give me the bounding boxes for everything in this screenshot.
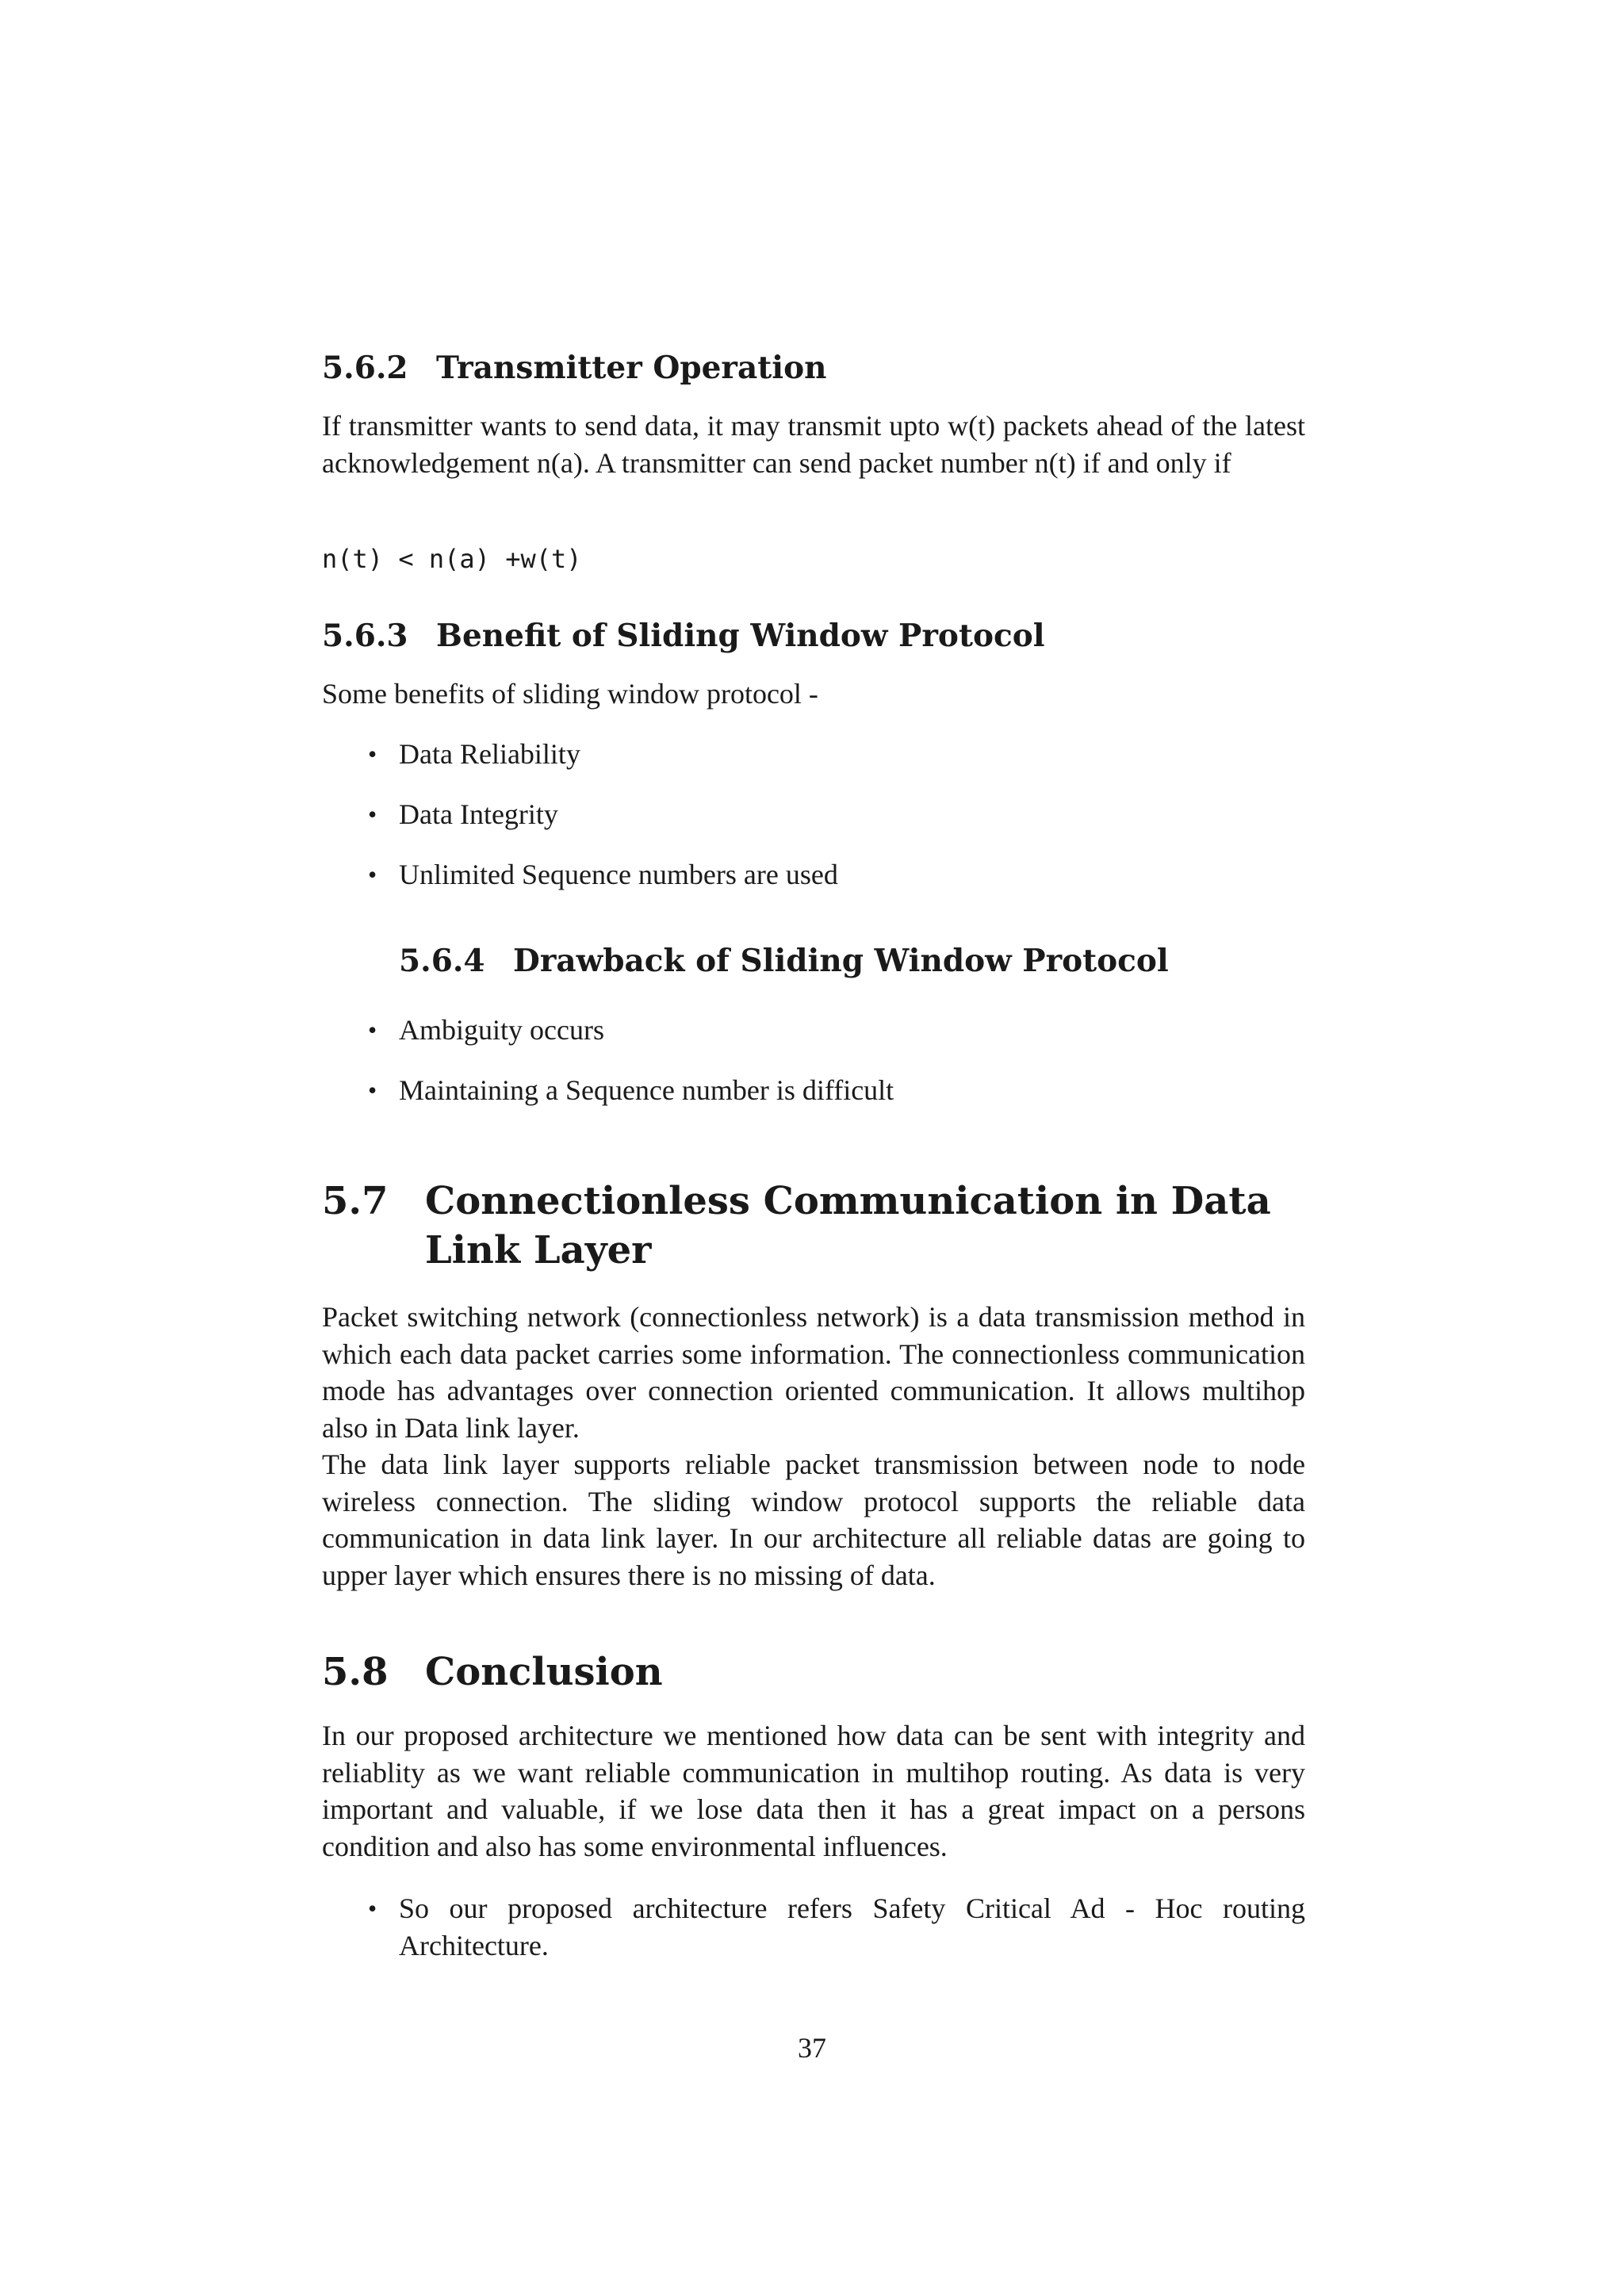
list-item-text: Data Reliability [399,738,580,770]
list-item [368,1072,1305,1109]
bullet-marker: • [368,1076,377,1104]
transmit-condition-formula: n(t) < n(a) +w(t) [322,544,582,574]
list-item [368,736,1305,773]
list-item [368,1012,1305,1049]
transmitter-paragraph: If transmitter wants to send data, it may transmit upto w(t) packets ahead of the latest acknowledgement n(a). A transmitter can send packet number n(t) if and only if [322,410,1305,479]
list-item-text: So our proposed architecture refers Safety Critical Ad - Hoc routing Architecture. [399,1892,1305,1961]
section-number: 5.8 [322,1650,389,1694]
list-item-text: Data Integrity [399,798,558,830]
section-number: 5.6.2 [322,350,408,386]
section-title: Benefit of Sliding Window Protocol [436,618,1045,654]
section-heading-5-6-4 [399,942,1169,980]
section-number: 5.6.3 [322,618,408,654]
section-title: Transmitter Operation [436,350,827,386]
section-heading-5-6-3 [322,617,1045,655]
section-title: Conclusion [425,1650,663,1694]
section-heading-5-7 [322,1177,1305,1275]
bullet-marker: • [368,1016,377,1044]
section-heading-5-8 [322,1647,1305,1697]
bullet-marker: • [368,1894,377,1923]
section-number: 5.6.4 [399,943,485,979]
bullet-marker: • [368,740,377,768]
list-item [368,796,1305,833]
connectionless-paragraph-1: Packet switching network (connectionless network) is a data transmission method in which each data packet carries some information. The connectionless communication mode has advantages over connection oriented communication. It allows multihop also in Data link layer. [322,1301,1305,1444]
section-title: Drawback of Sliding Window Protocol [513,943,1169,979]
section-heading-5-6-2 [322,349,826,387]
list-item [368,856,1305,894]
connectionless-paragraph-2: The data link layer supports reliable packet transmission between node to node wireless connection. The sliding window protocol supports the reliable data communication in data link layer. In our architecture all reliable datas are going to upper layer which ensures there is no missing of data. [322,1448,1305,1591]
benefits-intro: Some benefits of sliding window protocol - [322,678,818,710]
list-item-text: Unlimited Sequence numbers are used [399,859,838,890]
bullet-marker: • [368,860,377,889]
page-number: 37 [798,2032,826,2064]
list-item-text: Ambiguity occurs [399,1014,604,1046]
section-title: Connectionless Communication in Data Link Layer [425,1179,1271,1272]
conclusion-paragraph: In our proposed architecture we mentioned how data can be sent with integrity and reliablity as we want reliable communication in multihop routing. As data is very important and valuable, if we lose data then it has a great impact on a persons condition and also has some environmental influences. [322,1720,1305,1862]
section-number: 5.7 [322,1179,389,1223]
list-item-text: Maintaining a Sequence number is difficult [399,1074,894,1106]
list-item [368,1890,1305,1964]
bullet-marker: • [368,800,377,828]
